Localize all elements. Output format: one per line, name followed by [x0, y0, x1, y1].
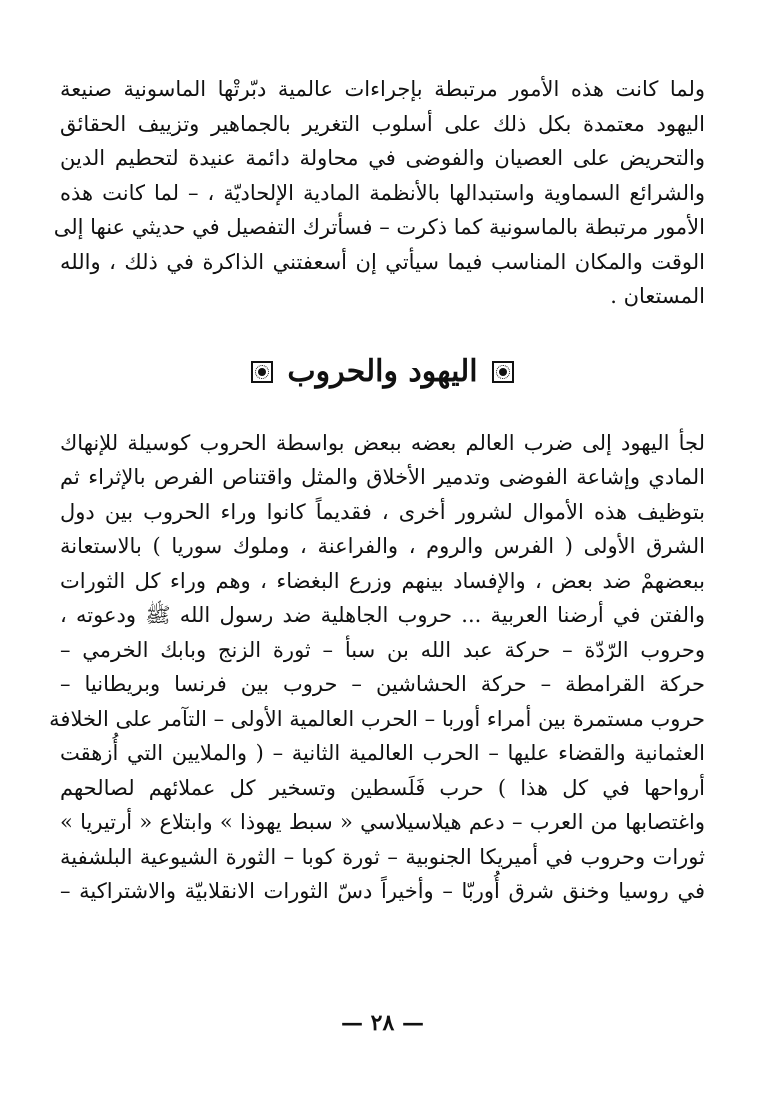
text-line: حركة القرامطة – حركة الحشاشين – حروب بين فرنسا وبريطانيا –: [60, 672, 705, 696]
text-line: المستعان .: [610, 284, 705, 308]
text-line: الأمور مرتبطة بالماسونية كما ذكرت – فسأترك التفصيل في حديثي عنها إلى: [53, 215, 705, 239]
text-line: العثمانية والقضاء عليها – الحرب العالمية الثانية – ( والملايين التي أُزهقت: [60, 741, 705, 765]
paragraph-wars: [49, 426, 705, 909]
text-line: حروب مستمرة بين أمراء أوربا – الحرب العالمية الأولى – التآمر على الخلافة: [49, 706, 705, 731]
page-number: — ٢٨ —: [341, 1010, 424, 1036]
text-line: الوقت والمكان المناسب فيما سيأتي إن أسعفتني الذاكرة في ذلك ، والله: [60, 249, 705, 274]
text-line: واغتصابها من العرب – دعم هيلاسيلاسي « سبط يهوذا » وابتلاع « أرتيريا »: [60, 810, 705, 834]
sun-ornament-icon: [251, 361, 273, 383]
text-line: ثورات وحروب في أميريكا الجنوبية – ثورة كوبا – الثورة الشيوعية البلشفية: [60, 844, 705, 869]
text-line: الشرق الأولى ( الفرس والروم ، والفراعنة ، وملوك سوريا ) بالاستعانة: [60, 534, 705, 558]
sun-ornament-icon: [492, 361, 514, 383]
text-line: والفتن في أرضنا العربية ... حروب الجاهلية ضد رسول الله ﷺ ودعوته ،: [60, 603, 705, 627]
section-heading: [60, 352, 705, 392]
page-content: [49, 72, 705, 909]
text-line: ببعضهمْ ضد بعض ، والإفساد بينهم وزرع البغضاء ، وهم وراء كل الثورات: [60, 568, 705, 593]
text-line: بتوظيف هذه الأموال لشرور أخرى ، فقديماً كانوا وراء الحروب بين دول: [60, 499, 705, 524]
text-line: والتحريض على العصيان والفوضى في محاولة دائمة عنيدة لتحطيم الدين: [60, 146, 705, 170]
text-line: ولما كانت هذه الأمور مرتبطة بإجراءات عالمية دبّرتْها الماسونية صنيعة: [60, 77, 705, 101]
text-line: المادي وإشاعة الفوضى وتدمير الأخلاق والمثل واقتناص الفرص بالإثراء ثم: [60, 465, 705, 489]
text-line: أرواحها في كل هذا ) حرب فَلَسطين وتسخير كل عملائهم لصالحهم: [60, 775, 705, 800]
text-line: في روسيا وخنق شرق أُوربّا – وأخيراً دسّ الثورات الانقلابيّة والاشتراكية –: [60, 879, 705, 903]
text-line: وحروب الرّدّة – حركة عبد الله بن سبأ – ثورة الزنج وبابك الخرمي –: [60, 637, 705, 662]
text-line: لجأ اليهود إلى ضرب العالم بعضه ببعض بواسطة الحروب كوسيلة للإنهاك: [60, 430, 705, 455]
text-line: والشرائع السماوية واستبدالها بالأنظمة المادية الإلحاديّة ، – لما كانت هذه: [60, 180, 705, 205]
section-heading-text: اليهود والحروب: [287, 353, 478, 389]
paragraph-intro: [53, 72, 705, 314]
text-line: اليهود معتمدة بكل ذلك على أسلوب التغرير بالجماهير وتزييف الحقائق: [60, 111, 705, 136]
